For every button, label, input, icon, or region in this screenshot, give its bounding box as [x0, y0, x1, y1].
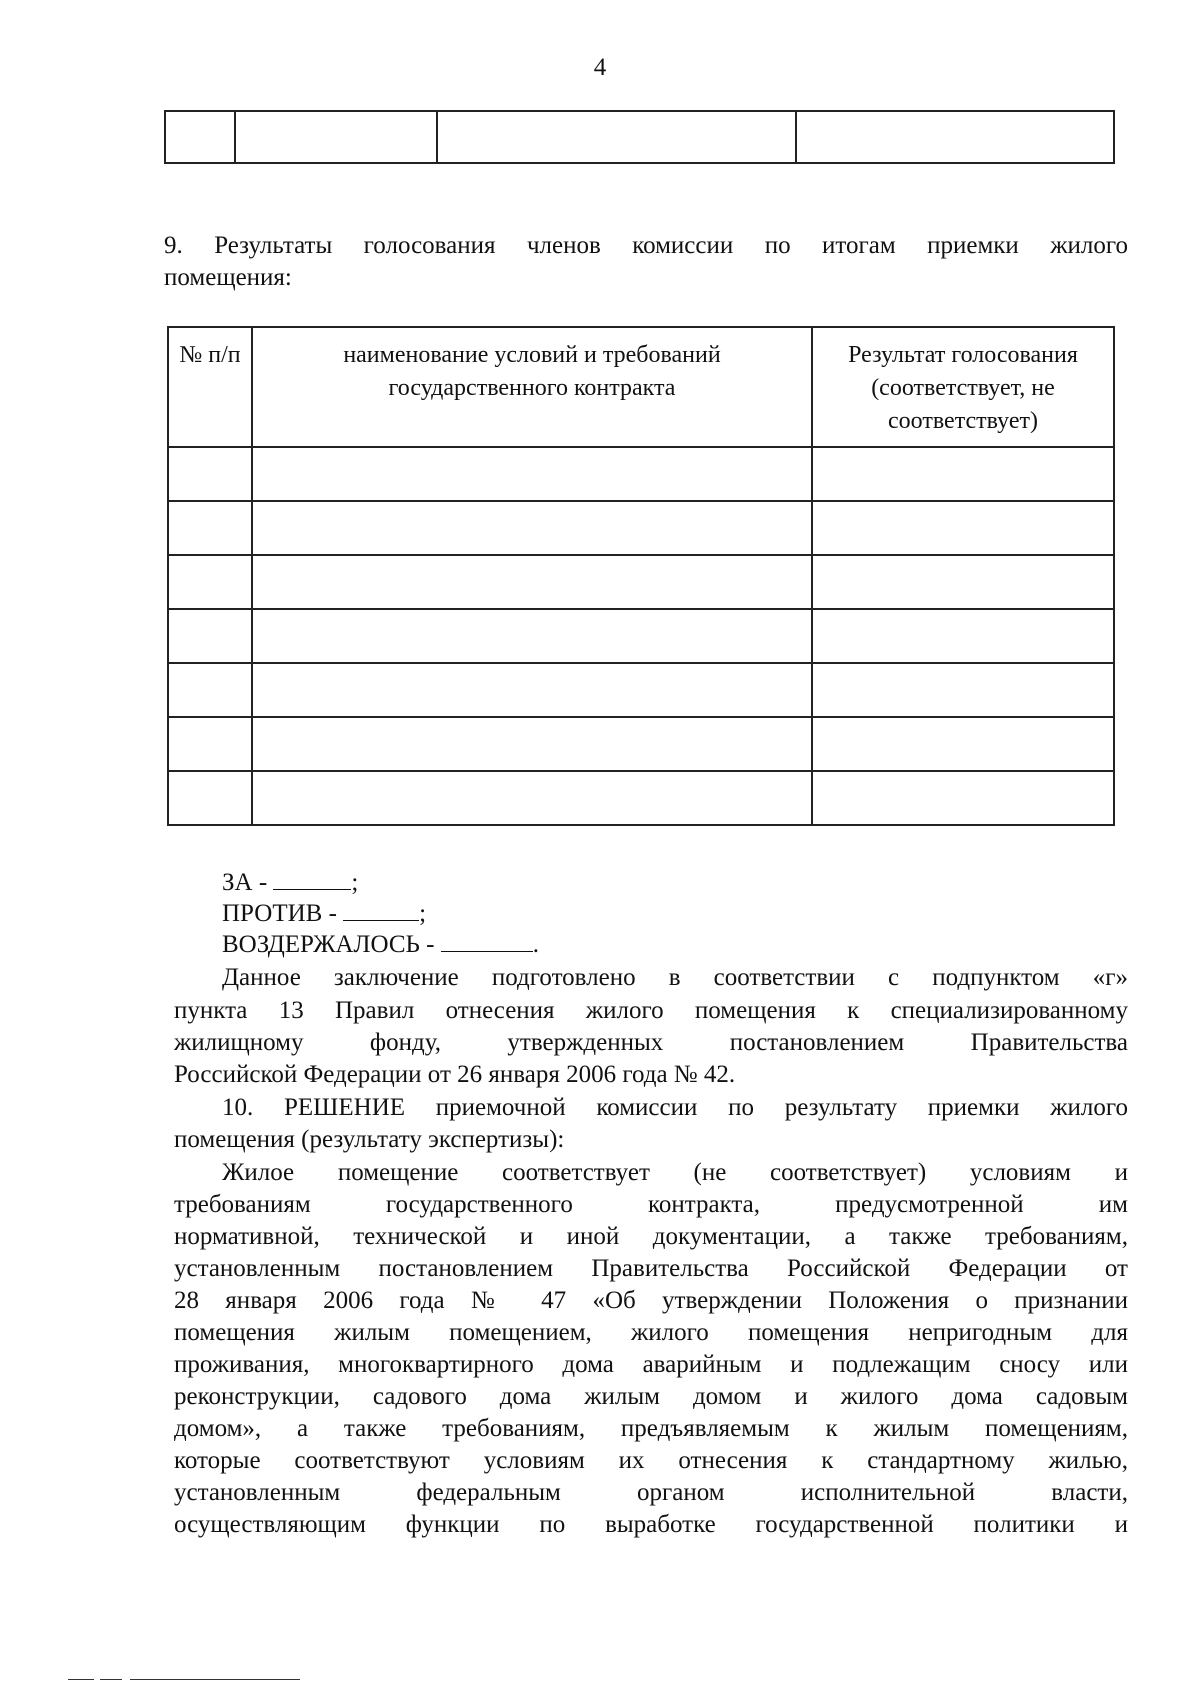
vote-for-end: ; [351, 869, 359, 896]
table-cell [168, 447, 252, 501]
table-row [168, 555, 1114, 609]
vote-against [222, 898, 426, 929]
footer-rule [130, 1679, 300, 1680]
table-row [168, 663, 1114, 717]
section10-line: помещения (результату экспертизы): [174, 1126, 565, 1153]
table-cell [252, 717, 812, 771]
vote-abstain [222, 929, 539, 960]
section9-line1: 9. Результаты голосования членов комиссии по итогам приемки жилого [164, 232, 1128, 259]
header-number: № п/п [168, 327, 252, 447]
table-row [168, 501, 1114, 555]
table-cell [252, 555, 812, 609]
table-cell [252, 663, 812, 717]
footer-rule [68, 1679, 94, 1680]
table-row [168, 609, 1114, 663]
top-table [164, 110, 1115, 164]
table-cell [812, 501, 1114, 555]
vote-abstain-end: . [532, 931, 539, 958]
table-row [168, 771, 1114, 825]
vote-against-blank [343, 898, 419, 921]
table-cell [812, 609, 1114, 663]
table-cell [812, 663, 1114, 717]
table-cell [252, 609, 812, 663]
decision-line: требованиям государственного контракта, предусмотренной им [174, 1191, 1128, 1218]
vote-for [222, 867, 358, 898]
table-cell [168, 771, 252, 825]
table-cell [796, 111, 1114, 163]
header-conditions: наименование условий и требований государственного контракта [252, 327, 812, 447]
table-cell [812, 717, 1114, 771]
table-cell [252, 447, 812, 501]
table-cell [812, 771, 1114, 825]
conclusion-line: Данное заключение подготовлено в соответствии с подпунктом «г» [222, 964, 1128, 991]
section10-line: 10. РЕШЕНИЕ приемочной комиссии по результату приемки жилого [222, 1094, 1128, 1121]
vote-against-end: ; [419, 900, 427, 927]
decision-line: осуществляющим функции по выработке государственной политики и [174, 1511, 1128, 1538]
decision-line: домом», а также требованиям, предъявляемым к жилым помещениям, [174, 1415, 1128, 1442]
decision-line: установленным федеральным органом исполнительной власти, [174, 1479, 1128, 1506]
table-cell [252, 771, 812, 825]
vote-abstain-label: ВОЗДЕРЖАЛОСЬ - [222, 931, 435, 958]
table-cell [812, 447, 1114, 501]
decision-line: нормативной, технической и иной документации, а также требованиям, [174, 1223, 1128, 1250]
footer-rule [100, 1679, 122, 1680]
table-cell [168, 663, 252, 717]
table-cell [165, 111, 235, 163]
table-cell [168, 555, 252, 609]
header-result: Результат голосования (соответствует, не соответствует) [812, 327, 1114, 447]
decision-line: помещения жилым помещением, жилого помещения непригодным для [174, 1319, 1128, 1346]
conclusion-line: жилищному фонду, утвержденных постановлением Правительства [174, 1029, 1128, 1056]
vote-table [167, 326, 1115, 826]
decision-line: 28 января 2006 года № 47 «Об утверждении Положения о признании [174, 1287, 1128, 1314]
vote-for-label: ЗА - [222, 869, 268, 896]
page-number: 4 [593, 54, 607, 81]
decision-line: реконструкции, садового дома жилым домом и жилого дома садовым [174, 1383, 1128, 1410]
conclusion-line: Российской Федерации от 26 января 2006 года № 42. [174, 1061, 736, 1088]
vote-against-label: ПРОТИВ - [222, 900, 337, 927]
table-cell [168, 501, 252, 555]
decision-line: установленным постановлением Правительства Российской Федерации от [174, 1255, 1128, 1282]
table-cell [252, 501, 812, 555]
decision-line: которые соответствуют условиям их отнесения к стандартному жилью, [174, 1447, 1128, 1474]
table-row [168, 717, 1114, 771]
table-header-row [168, 327, 1114, 447]
conclusion-line: пункта 13 Правил отнесения жилого помещения к специализированному [174, 997, 1128, 1024]
decision-line: Жилое помещение соответствует (не соответствует) условиям и [222, 1159, 1128, 1186]
section9-line2: помещения: [164, 264, 292, 291]
table-cell [168, 717, 252, 771]
table-cell [437, 111, 796, 163]
decision-line: проживания, многоквартирного дома аварийным и подлежащим сносу или [174, 1351, 1128, 1378]
table-row [168, 447, 1114, 501]
vote-for-blank [273, 867, 351, 890]
table-cell [168, 609, 252, 663]
table-cell [235, 111, 437, 163]
table-row [165, 111, 1114, 163]
table-cell [812, 555, 1114, 609]
vote-abstain-blank [441, 929, 533, 952]
